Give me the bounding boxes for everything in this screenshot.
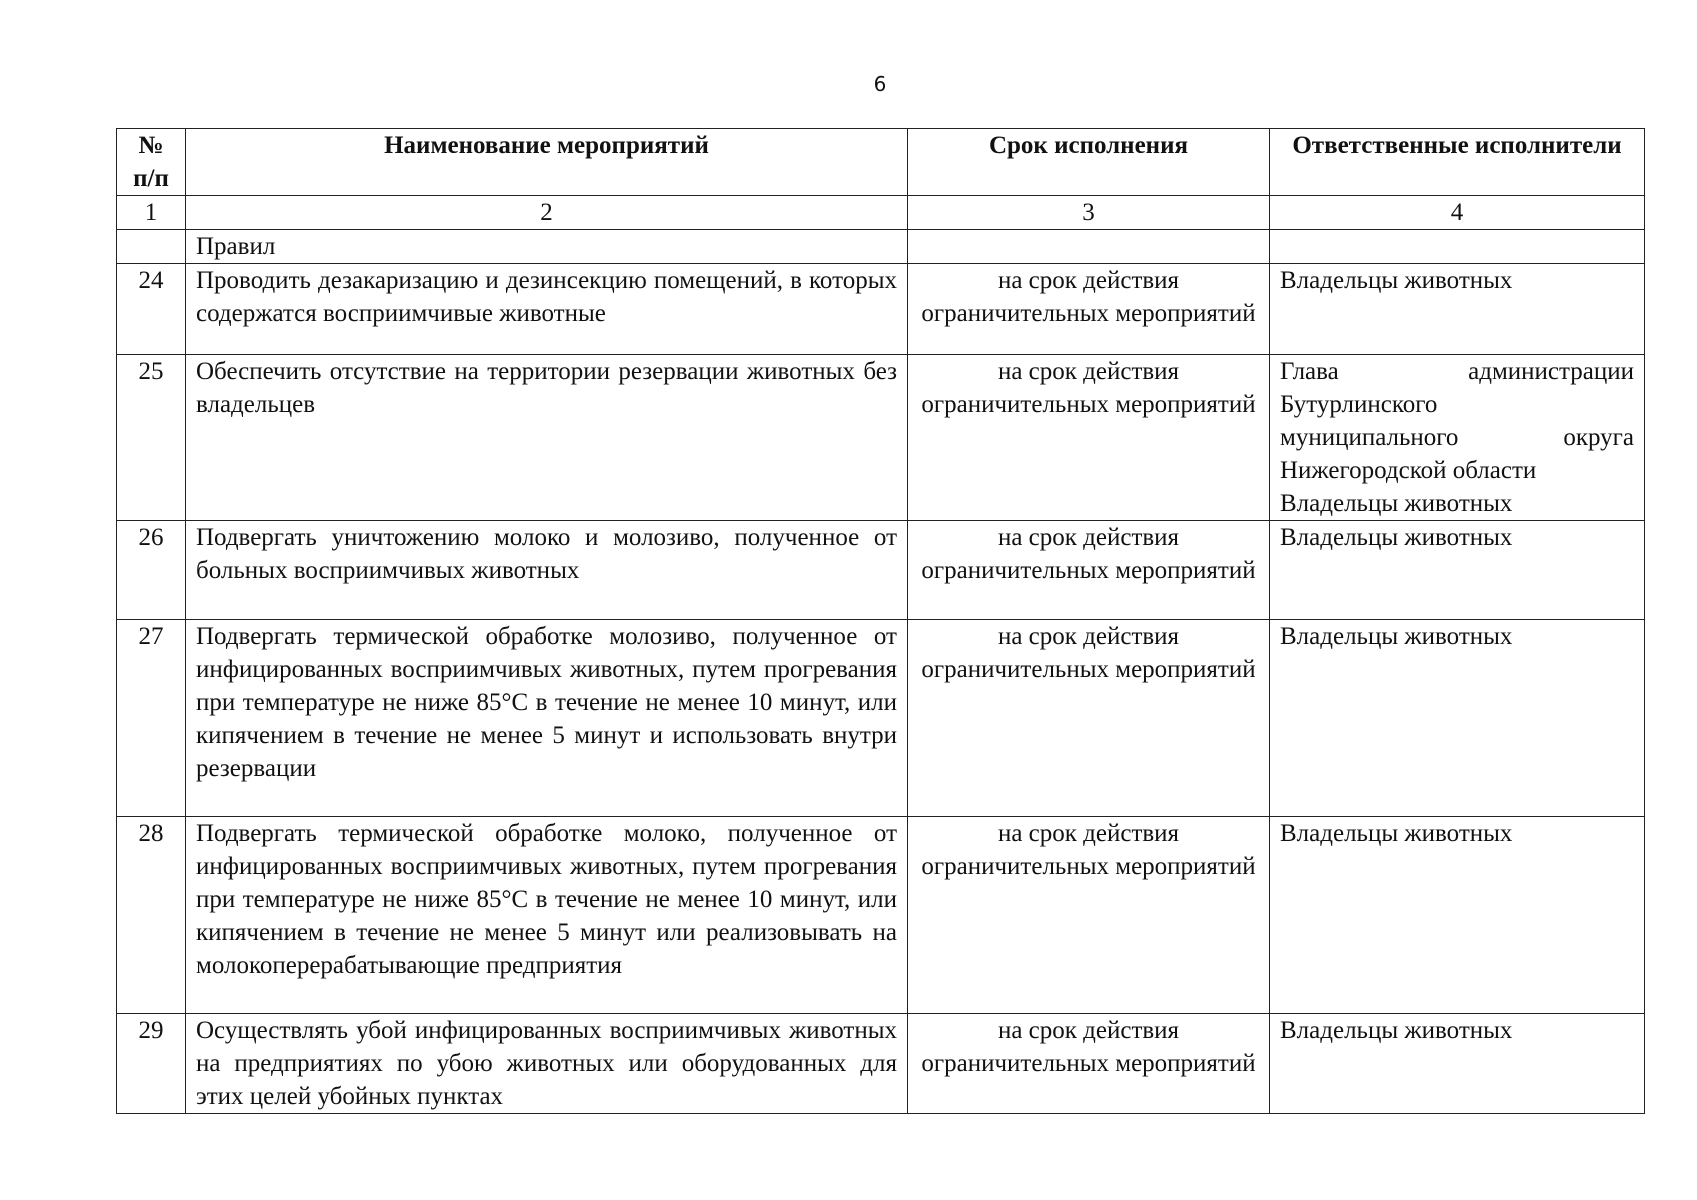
row-term [908, 230, 1270, 264]
row-term: на срок действия ограничительных мероприятий [908, 264, 1270, 355]
row-responsible [1270, 355, 1645, 521]
header-responsible: Ответственные исполнители [1270, 129, 1645, 196]
row-name: Подвергать термической обработке молозиво, полученное от инфицированных восприимчивых животных, путем прогревания при температуре не ниже 85°С в течение не менее 10 минут, или кипячением в течение не менее 5 минут и использовать внутри резервации [186, 620, 908, 817]
row-term: на срок действия ограничительных мероприятий [908, 355, 1270, 521]
measures-table [116, 128, 1645, 1114]
row-num: 27 [117, 620, 186, 817]
responsible-line: Глава администрации [1280, 358, 1634, 385]
responsible-line: Нижегородской области [1280, 457, 1537, 484]
row-responsible: Владельцы животных [1270, 264, 1645, 355]
row-num: 26 [117, 521, 186, 620]
row-name: Проводить дезакаризацию и дезинсекцию помещений, в которых содержатся восприимчивые животные [186, 264, 908, 355]
column-index-1: 1 [117, 196, 186, 230]
column-index-4: 4 [1270, 196, 1645, 230]
row-term: на срок действия ограничительных мероприятий [908, 817, 1270, 1014]
header-num: № п/п [117, 129, 186, 196]
table-row [117, 264, 1645, 355]
row-num: 24 [117, 264, 186, 355]
row-responsible: Владельцы животных [1270, 620, 1645, 817]
row-term: на срок действия ограничительных мероприятий [908, 620, 1270, 817]
row-num: 25 [117, 355, 186, 521]
row-num [117, 230, 186, 264]
table-row [117, 817, 1645, 1014]
table-row [117, 355, 1645, 521]
column-index-2: 2 [186, 196, 908, 230]
table-row [117, 620, 1645, 817]
row-name: Обеспечить отсутствие на территории резервации животных без владельцев [186, 355, 908, 521]
header-term: Срок исполнения [908, 129, 1270, 196]
table-header-row [117, 129, 1645, 196]
row-responsible: Владельцы животных [1270, 817, 1645, 1014]
header-name: Наименование мероприятий [186, 129, 908, 196]
column-index-3: 3 [908, 196, 1270, 230]
page-number: 6 [873, 72, 887, 96]
column-index-row [117, 196, 1645, 230]
responsible-line: Владельцы животных [1280, 490, 1513, 517]
row-term: на срок действия ограничительных мероприятий [908, 1014, 1270, 1114]
row-name: Осуществлять убой инфицированных восприимчивых животных на предприятиях по убою животных или оборудованных для этих целей убойных пунктах [186, 1014, 908, 1114]
row-name: Подвергать уничтожению молоко и молозиво, полученное от больных восприимчивых животных [186, 521, 908, 620]
row-responsible [1270, 230, 1645, 264]
table-row [117, 521, 1645, 620]
row-num: 29 [117, 1014, 186, 1114]
continuation-row [117, 230, 1645, 264]
row-responsible: Владельцы животных [1270, 521, 1645, 620]
row-name: Правил [186, 230, 908, 264]
responsible-line: Бутурлинского [1280, 391, 1438, 418]
row-term: на срок действия ограничительных мероприятий [908, 521, 1270, 620]
responsible-line: муниципального округа [1280, 424, 1634, 451]
row-responsible: Владельцы животных [1270, 1014, 1645, 1114]
table-row [117, 1014, 1645, 1114]
row-name: Подвергать термической обработке молоко, полученное от инфицированных восприимчивых животных, путем прогревания при температуре не ниже 85°С в течение не менее 10 минут, или кипячением в течение не менее 5 минут или реализовывать на молокоперерабатывающие предприятия [186, 817, 908, 1014]
row-num: 28 [117, 817, 186, 1014]
